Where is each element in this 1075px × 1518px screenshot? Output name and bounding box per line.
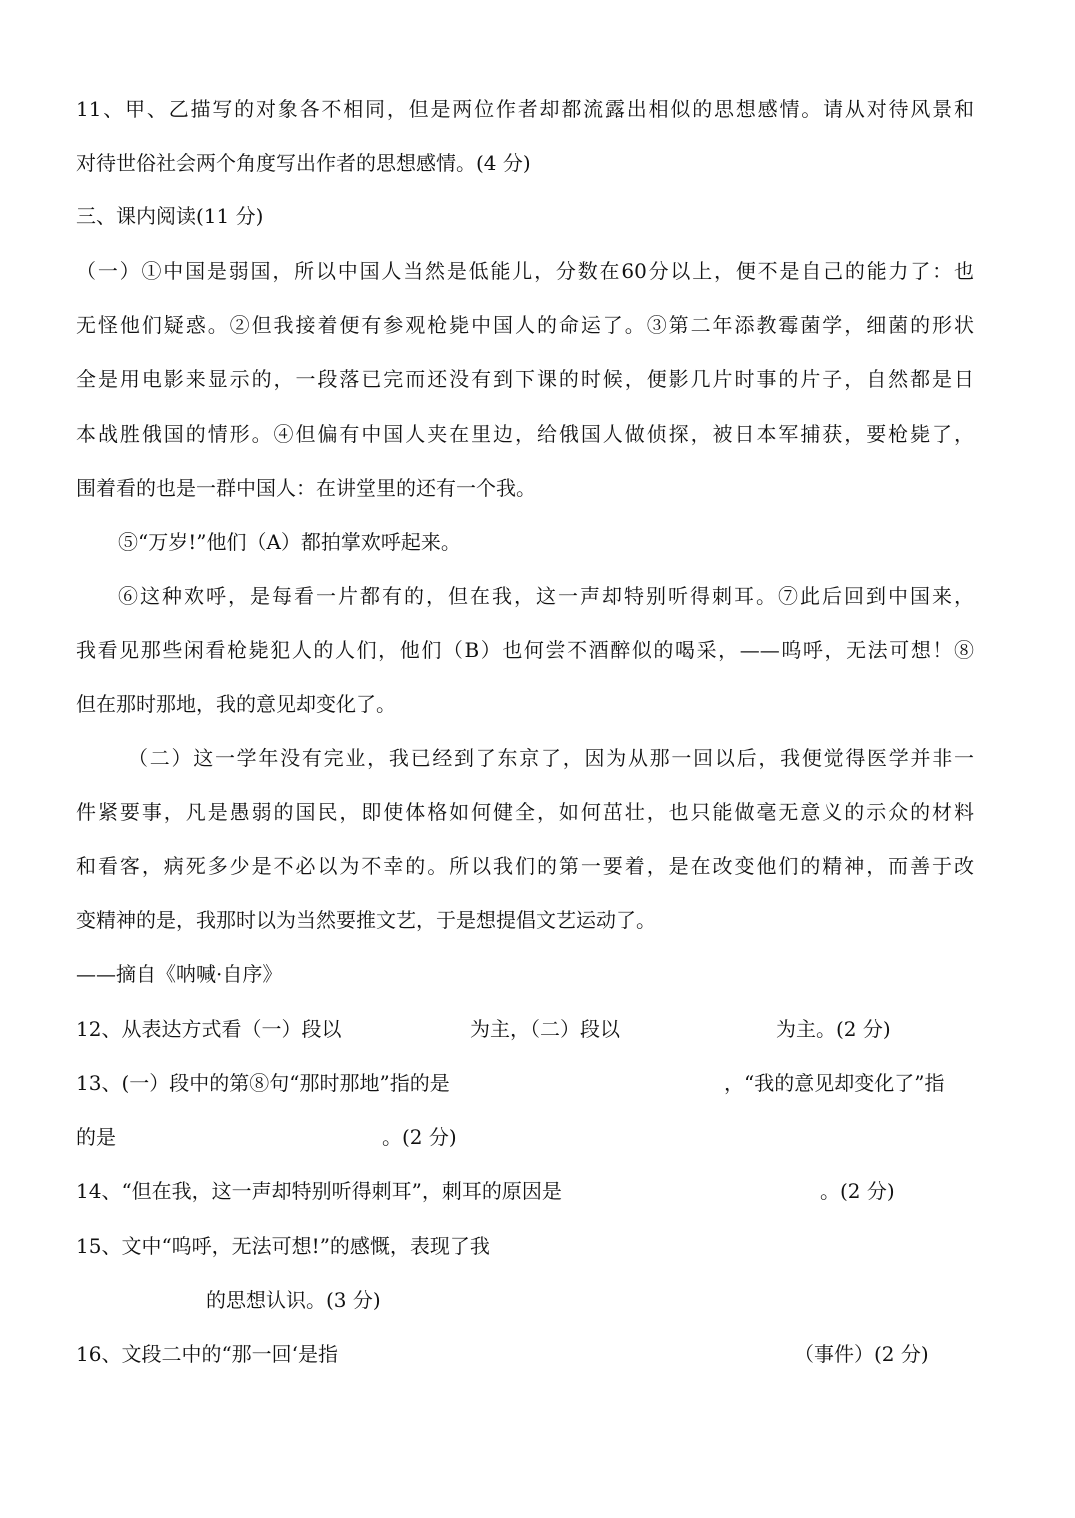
section-heading: 三、课内阅读(11 分) <box>76 204 264 228</box>
q12-part-c: 为主。(2 分) <box>776 1017 891 1041</box>
passage1-para-5: ⑤“万岁!”他们（A）都拍掌欢呼起来。 <box>118 530 461 554</box>
q15-part-b: 的思想认识。(3 分) <box>206 1288 381 1312</box>
passage2-line-3: 和看客，病死多少是不必以为不幸的。所以我们的第一要着，是在改变他们的精神，而善于改 <box>76 854 974 878</box>
q12-part-a: 12、从表达方式看（一）段以 <box>76 1017 342 1041</box>
passage2-line-1: （二）这一学年没有完业，我已经到了东京了，因为从那一回以后，我便觉得医学并非一 <box>128 746 974 770</box>
passage2-line-4: 变精神的是，我那时以为当然要推文艺，于是想提倡文艺运动了。 <box>76 908 656 932</box>
q14-part-b: 。(2 分) <box>820 1179 895 1203</box>
passage1-para-6-line-1: ⑥这种欢呼，是每看一片都有的，但在我，这一声却特别听得刺耳。⑦此后回到中国来， <box>118 584 974 608</box>
q12-part-b: 为主，（二）段以 <box>470 1017 620 1041</box>
q13-part-c: 的是 <box>76 1125 116 1149</box>
q13-part-b: ，“我的意见却变化了”指 <box>724 1071 945 1095</box>
q13-part-a: 13、(一）段中的第⑧句“那时那地”指的是 <box>76 1071 450 1095</box>
q16-part-b: （事件）(2 分) <box>794 1342 929 1366</box>
q14-part-a: 14、“但在我，这一声却特别听得刺耳”，刺耳的原因是 <box>76 1179 562 1203</box>
passage1-line-3: 全是用电影来显示的，一段落已完而还没有到下课的时候，便影几片时事的片子，自然都是日 <box>76 367 974 391</box>
passage1-para-6-line-2: 我看见那些闲看枪毙犯人的人们，他们（B）也何尝不酒醉似的喝采，——呜呼，无法可想！⑧ <box>76 638 974 662</box>
passage-source: ——摘自《呐喊·自序》 <box>76 962 283 986</box>
passage1-line-5: 围着看的也是一群中国人：在讲堂里的还有一个我。 <box>76 476 536 500</box>
passage1-line-4: 本战胜俄国的情形。④但偏有中国人夹在里边，给俄国人做侦探，被日本军捕获，要枪毙了， <box>76 422 974 446</box>
passage1-line-2: 无怪他们疑惑。②但我接着便有参观枪毙中国人的命运了。③第二年添教霉菌学，细菌的形状 <box>76 313 974 337</box>
q15-part-a: 15、文中“呜呼，无法可想!”的感慨，表现了我 <box>76 1234 490 1258</box>
q11-line-2: 对待世俗社会两个角度写出作者的思想感情。(4 分) <box>76 151 531 175</box>
q13-part-d: 。(2 分) <box>382 1125 457 1149</box>
q16-part-a: 16、文段二中的“那一回‘是指 <box>76 1342 339 1366</box>
passage2-line-2: 件紧要事，凡是愚弱的国民，即使体格如何健全，如何茁壮，也只能做毫无意义的示众的材料 <box>76 800 974 824</box>
passage1-line-1: （一）①中国是弱国，所以中国人当然是低能儿，分数在60分以上，便不是自己的能力了：也 <box>76 259 974 283</box>
q11-line-1: 11、甲、乙描写的对象各不相同，但是两位作者却都流露出相似的思想感情。请从对待风景和 <box>76 97 974 121</box>
passage1-para-6-line-3: 但在那时那地，我的意见却变化了。 <box>76 692 396 716</box>
